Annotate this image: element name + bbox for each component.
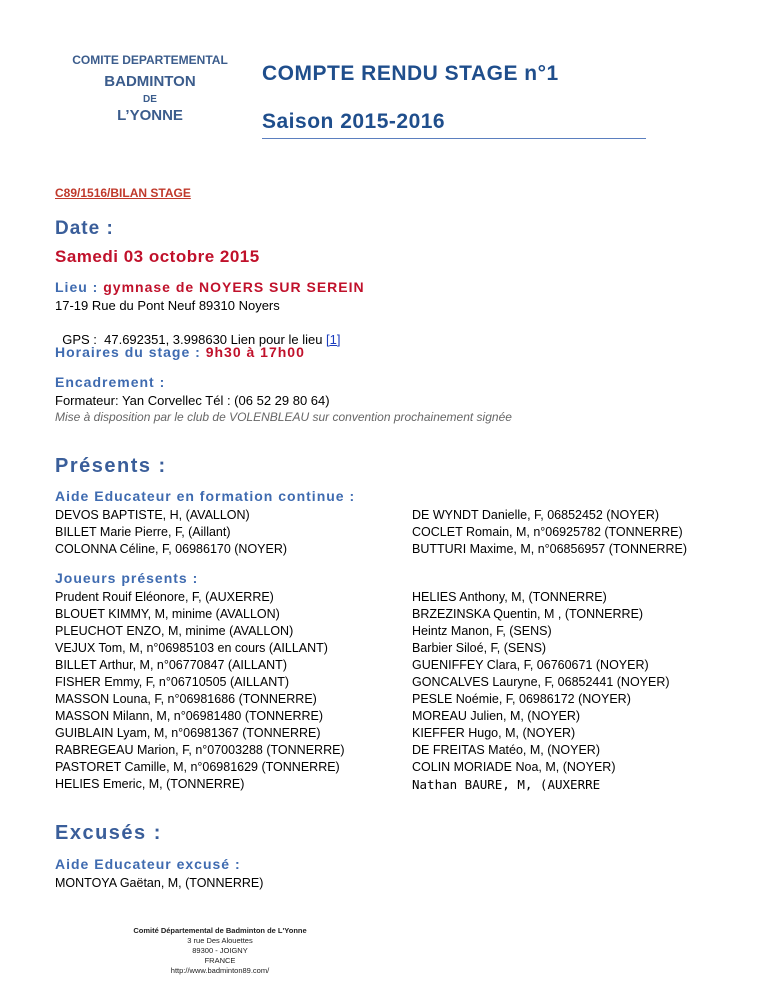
list-item: HELIES Anthony, M, (TONNERRE) bbox=[412, 590, 607, 604]
aide-educateur-heading: Aide Educateur en formation continue : bbox=[55, 488, 356, 504]
footer-address bbox=[115, 926, 325, 976]
document-title: COMPTE RENDU STAGE n°1 bbox=[262, 62, 559, 85]
org-name-line2: BADMINTON bbox=[104, 73, 196, 90]
horaires-label: Horaires du stage : bbox=[55, 344, 206, 360]
horaires-value: 9h30 à 17h00 bbox=[205, 344, 305, 360]
org-name-line1: COMITE DEPARTEMENTAL bbox=[72, 53, 228, 67]
list-item: Barbier Siloé, F, (SENS) bbox=[412, 641, 547, 655]
list-item: BLOUET KIMMY, M, minime (AVALLON) bbox=[55, 607, 280, 621]
list-item: BUTTURI Maxime, M, n°06856957 (TONNERRE) bbox=[412, 542, 687, 556]
lieu-label: Lieu : bbox=[55, 279, 104, 295]
list-item: MASSON Louna, F, n°06981686 (TONNERRE) bbox=[55, 692, 317, 706]
list-item: COLIN MORIADE Noa, M, (NOYER) bbox=[412, 760, 616, 774]
list-item: GUENIFFEY Clara, F, 06760671 (NOYER) bbox=[412, 658, 649, 672]
list-item: DE FREITAS Matéo, M, (NOYER) bbox=[412, 743, 600, 757]
list-item: PASTORET Camille, M, n°06981629 (TONNERRE) bbox=[55, 760, 340, 774]
list-item: GONCALVES Lauryne, F, 06852441 (NOYER) bbox=[412, 675, 670, 689]
encadrement-note: Mise à disposition par le club de VOLENBLEAU sur convention prochainement signée bbox=[55, 410, 512, 424]
list-item: MONTOYA Gaëtan, M, (TONNERRE) bbox=[55, 876, 264, 890]
org-name-line3: DE bbox=[143, 94, 157, 105]
footer-org: Comité Départemental de Badminton de L'Yonne bbox=[133, 926, 307, 935]
lieu-link[interactable]: [1] bbox=[326, 332, 341, 347]
list-item: PLEUCHOT ENZO, M, minime (AVALLON) bbox=[55, 624, 294, 638]
joueurs-list-right bbox=[412, 589, 670, 793]
list-item: Nathan BAURE, M, (AUXERRE bbox=[412, 777, 601, 792]
horaires-heading bbox=[55, 344, 305, 360]
footer-url[interactable]: http://www.badminton89.com/ bbox=[170, 966, 270, 975]
encadrement-formateur: Formateur: Yan Corvellec Tél : (06 52 29 80 64) bbox=[55, 393, 330, 408]
list-item: MOREAU Julien, M, (NOYER) bbox=[412, 709, 581, 723]
title-divider bbox=[262, 138, 646, 139]
encadrement-heading: Encadrement : bbox=[55, 374, 166, 390]
excuses-list bbox=[55, 875, 263, 892]
list-item: BRZEZINSKA Quentin, M , (TONNERRE) bbox=[412, 607, 644, 621]
joueurs-list-left bbox=[55, 589, 345, 793]
list-item: DE WYNDT Danielle, F, 06852452 (NOYER) bbox=[412, 508, 660, 522]
date-value: Samedi 03 octobre 2015 bbox=[55, 247, 260, 266]
list-item: BILLET Marie Pierre, F, (Aillant) bbox=[55, 525, 231, 539]
footer-street: 3 rue Des Alouettes bbox=[187, 936, 253, 945]
list-item: HELIES Emeric, M, (TONNERRE) bbox=[55, 777, 245, 791]
list-item: Heintz Manon, F, (SENS) bbox=[412, 624, 552, 638]
lieu-heading bbox=[55, 279, 365, 295]
list-item: GUIBLAIN Lyam, M, n°06981367 (TONNERRE) bbox=[55, 726, 321, 740]
list-item: COLONNA Céline, F, 06986170 (NOYER) bbox=[55, 542, 288, 556]
list-item: MASSON Milann, M, n°06981480 (TONNERRE) bbox=[55, 709, 324, 723]
list-item: FISHER Emmy, F, n°06710505 (AILLANT) bbox=[55, 675, 290, 689]
lieu-gps bbox=[55, 314, 341, 348]
gps-text: GPS : 47.692351, 3.998630 Lien pour le lieu bbox=[62, 332, 327, 347]
lieu-value: gymnase de NOYERS SUR SEREIN bbox=[103, 279, 365, 295]
lieu-address: 17-19 Rue du Pont Neuf 89310 Noyers bbox=[55, 298, 280, 313]
list-item: BILLET Arthur, M, n°06770847 (AILLANT) bbox=[55, 658, 287, 672]
excuses-heading: Excusés : bbox=[55, 822, 162, 844]
date-heading: Date : bbox=[55, 218, 114, 239]
season-title: Saison 2015-2016 bbox=[262, 110, 446, 133]
org-name-line4: L’YONNE bbox=[117, 107, 183, 124]
list-item: PESLE Noémie, F, 06986172 (NOYER) bbox=[412, 692, 631, 706]
presents-heading: Présents : bbox=[55, 455, 167, 477]
footer-country: FRANCE bbox=[204, 956, 236, 965]
list-item: RABREGEAU Marion, F, n°07003288 (TONNERRE) bbox=[55, 743, 345, 757]
list-item: VEJUX Tom, M, n°06985103 en cours (AILLANT) bbox=[55, 641, 328, 655]
list-item: KIEFFER Hugo, M, (NOYER) bbox=[412, 726, 576, 740]
aide-excuse-heading: Aide Educateur excusé : bbox=[55, 856, 241, 872]
joueurs-heading: Joueurs présents : bbox=[55, 570, 199, 586]
list-item: COCLET Romain, M, n°06925782 (TONNERRE) bbox=[412, 525, 683, 539]
aide-educateur-list-right bbox=[412, 507, 687, 558]
list-item: DEVOS BAPTISTE, H, (AVALLON) bbox=[55, 508, 250, 522]
footer-city: 89300 - JOIGNY bbox=[192, 946, 248, 955]
aide-educateur-list-left bbox=[55, 507, 287, 558]
document-reference: C89/1516/BILAN STAGE bbox=[55, 186, 191, 200]
list-item: Prudent Rouif Eléonore, F, (AUXERRE) bbox=[55, 590, 274, 604]
